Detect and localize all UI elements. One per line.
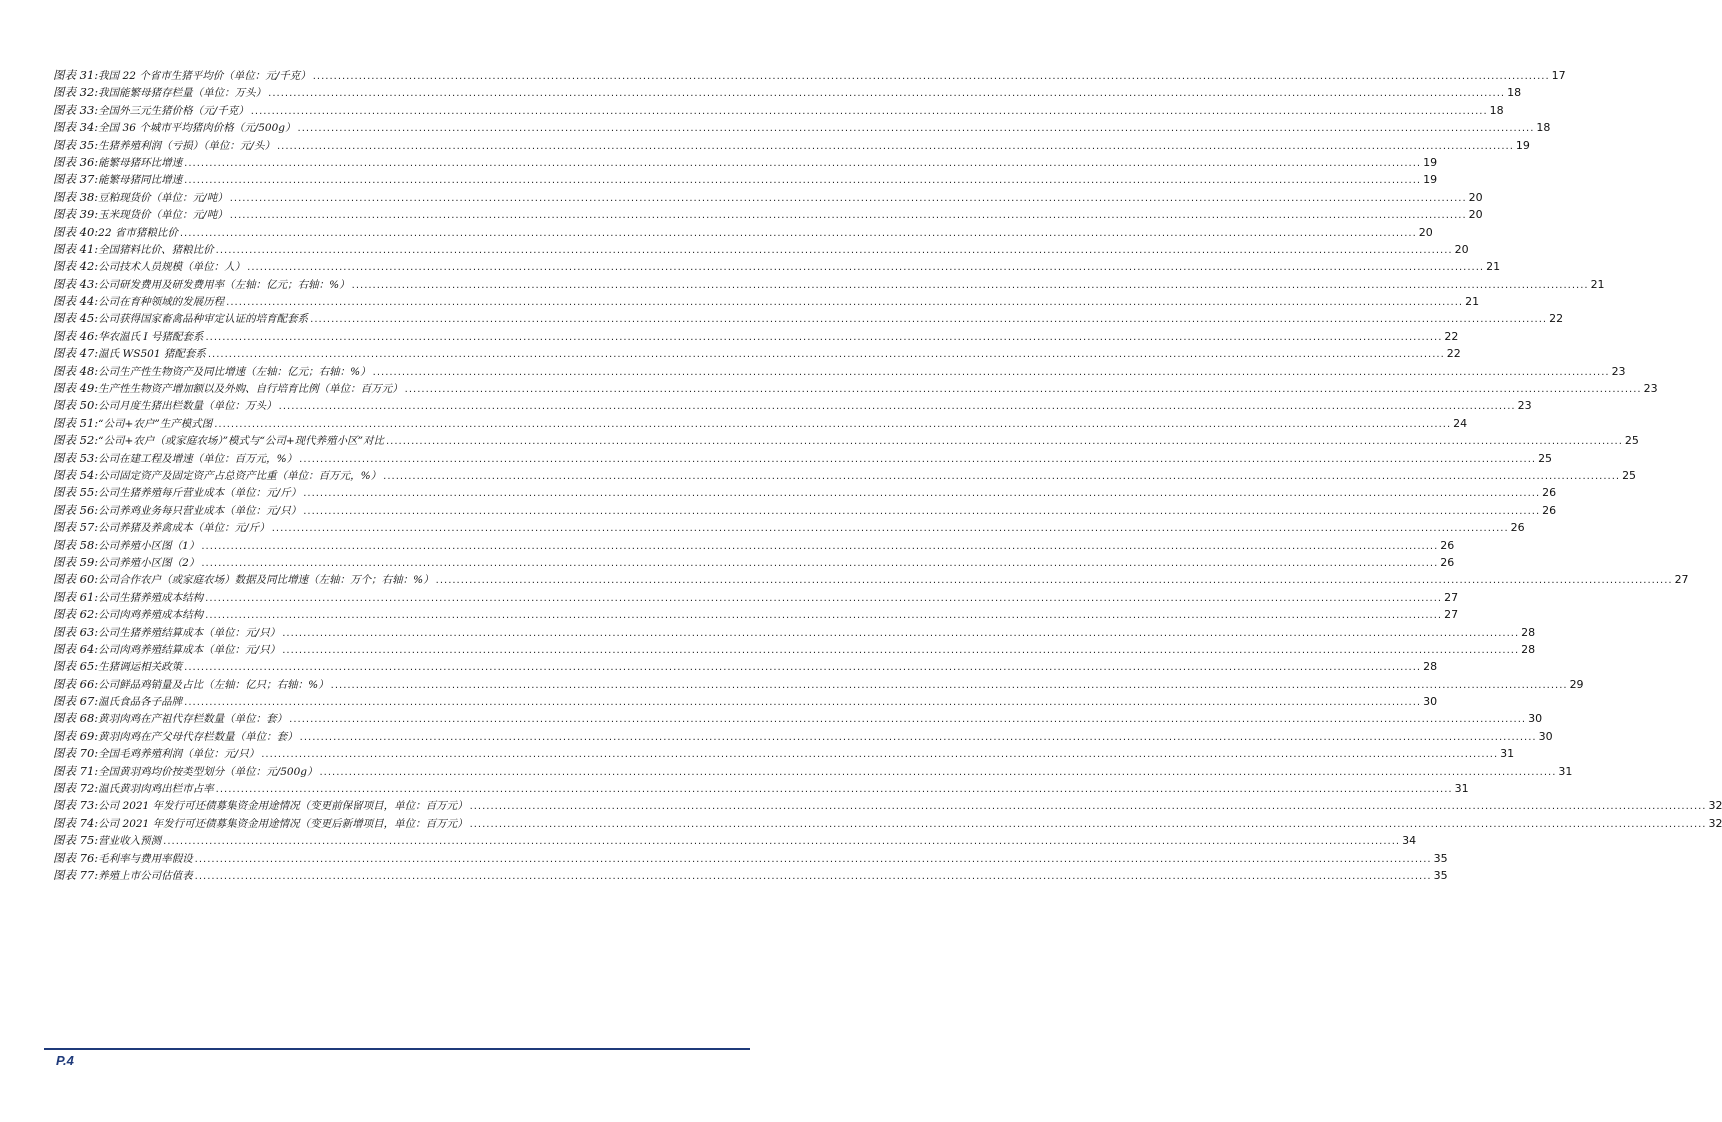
toc-entry[interactable] — [53, 728, 1553, 745]
toc-entry-page: 21 — [1590, 277, 1605, 291]
toc-leader-dots — [163, 836, 1400, 847]
toc-entry-title: 温氏食品各子品牌 — [98, 696, 183, 709]
toc-entry[interactable] — [53, 658, 1438, 675]
toc-leader-dots — [386, 436, 1623, 447]
toc-entry-title: 公司 2021 年发行可还债募集资金用途情况（变更后新增项目，单位：百万元） — [98, 817, 468, 830]
toc-entry-page: 27 — [1674, 573, 1689, 587]
toc-entry-label: 图表 57: — [53, 520, 99, 535]
toc-entry-page: 30 — [1528, 712, 1543, 726]
toc-entry-page: 18 — [1489, 103, 1504, 117]
toc-entry-label: 图表 60: — [53, 572, 99, 587]
toc-entry[interactable] — [53, 102, 1504, 119]
toc-leader-dots — [230, 193, 1467, 204]
toc-entry-title: 温氏黄羽肉鸡出栏市占率 — [98, 783, 214, 796]
toc-entry-label: 图表 63: — [53, 624, 99, 639]
toc-entry[interactable] — [53, 67, 1566, 84]
toc-entry-page: 20 — [1454, 242, 1469, 256]
toc-entry-label: 图表 77: — [53, 867, 99, 882]
toc-entry-label: 图表 40: — [53, 224, 99, 239]
toc-entry[interactable] — [53, 310, 1564, 327]
toc-entry-label: 图表 61: — [53, 589, 99, 604]
toc-entry-title: 公司肉鸡养殖结算成本（单位：元/只） — [98, 643, 281, 656]
toc-leader-dots — [216, 784, 1453, 795]
toc-entry[interactable] — [53, 224, 1433, 241]
toc-entry-title: “公司+农户”生产模式图 — [98, 417, 213, 430]
toc-entry-page: 20 — [1468, 190, 1483, 204]
table-of-figures — [53, 67, 1722, 884]
toc-leader-dots — [298, 123, 1535, 134]
toc-entry-page: 24 — [1453, 416, 1468, 430]
toc-entry-label: 图表 34: — [53, 120, 99, 135]
toc-entry-page: 28 — [1521, 625, 1536, 639]
toc-entry-label: 图表 52: — [53, 433, 99, 448]
toc-entry-page: 25 — [1538, 451, 1553, 465]
toc-entry-title: 公司月度生猪出栏数量（单位：万头） — [98, 400, 277, 413]
toc-entry-title: 公司生猪养殖结算成本（单位：元/只） — [98, 626, 281, 639]
toc-entry-title: 我国能繁母猪存栏量（单位：万头） — [98, 87, 267, 100]
toc-entry[interactable] — [53, 380, 1658, 397]
toc-entry-label: 图表 55: — [53, 485, 99, 500]
toc-entry[interactable] — [53, 328, 1459, 345]
toc-leader-dots — [310, 314, 1547, 325]
toc-entry[interactable] — [53, 850, 1448, 867]
toc-entry[interactable] — [53, 745, 1515, 762]
toc-entry-page: 32 — [1708, 816, 1722, 830]
toc-leader-dots — [282, 628, 1519, 639]
toc-entry[interactable] — [53, 241, 1469, 258]
toc-entry-label: 图表 48: — [53, 363, 99, 378]
toc-entry-label: 图表 51: — [53, 415, 99, 430]
toc-entry-label: 图表 47: — [53, 346, 99, 361]
toc-entry-title: 毛利率与费用率假设 — [98, 852, 193, 865]
toc-entry-label: 图表 62: — [53, 607, 99, 622]
toc-entry[interactable] — [53, 119, 1551, 136]
toc-entry[interactable] — [53, 832, 1417, 849]
toc-entry-label: 图表 70: — [53, 746, 99, 761]
toc-leader-dots — [208, 349, 1445, 360]
toc-entry-title: 公司研发费用及研发费用率（左轴：亿元；右轴：%） — [98, 278, 350, 291]
toc-entry-page: 26 — [1510, 521, 1525, 535]
toc-entry-label: 图表 64: — [53, 641, 99, 656]
toc-leader-dots — [201, 541, 1438, 552]
toc-entry[interactable] — [53, 693, 1438, 710]
toc-leader-dots — [184, 175, 1421, 186]
toc-leader-dots — [184, 158, 1421, 169]
toc-entry[interactable] — [53, 397, 1532, 414]
toc-leader-dots — [261, 749, 1498, 760]
toc-entry-title: 公司鲜品鸡销量及占比（左轴：亿只；右轴：%） — [98, 678, 329, 691]
toc-entry-title: 公司技术人员规模（单位：人） — [98, 261, 246, 274]
toc-entry-page: 26 — [1440, 538, 1455, 552]
toc-leader-dots — [268, 88, 1505, 99]
toc-entry-title: 全国毛鸡养殖利润（单位：元/只） — [98, 748, 260, 761]
toc-leader-dots — [201, 558, 1438, 569]
toc-leader-dots — [214, 419, 1451, 430]
toc-entry-page: 30 — [1538, 729, 1553, 743]
toc-entry[interactable] — [53, 345, 1461, 362]
toc-entry[interactable] — [53, 606, 1459, 623]
toc-entry[interactable] — [53, 867, 1448, 884]
toc-entry-label: 图表 35: — [53, 137, 99, 152]
toc-entry-label: 图表 44: — [53, 294, 99, 309]
toc-leader-dots — [300, 732, 1537, 743]
toc-leader-dots — [279, 401, 1516, 412]
toc-entry-label: 图表 68: — [53, 711, 99, 726]
toc-entry-page: 18 — [1507, 86, 1522, 100]
toc-leader-dots — [352, 280, 1589, 291]
toc-entry-title: 玉米现货价（单位：元/吨） — [98, 209, 228, 222]
toc-entry-label: 图表 37: — [53, 172, 99, 187]
toc-entry-title: 黄羽肉鸡在产祖代存栏数量（单位：套） — [98, 713, 288, 726]
toc-entry-label: 图表 75: — [53, 833, 99, 848]
toc-entry-label: 图表 36: — [53, 154, 99, 169]
toc-leader-dots — [195, 871, 1432, 882]
toc-entry[interactable] — [53, 589, 1459, 606]
toc-entry[interactable] — [53, 432, 1639, 449]
toc-entry-page: 23 — [1517, 399, 1532, 413]
toc-entry-title: 能繁母猪环比增速 — [98, 156, 183, 169]
toc-entry-page: 22 — [1444, 329, 1459, 343]
toc-entry-title: 全国外三元生猪价格（元/千克） — [98, 104, 249, 117]
toc-entry-title: 公司养鸡业务每只营业成本（单位：元/只） — [98, 504, 302, 517]
toc-entry-title: 全国 36 个城市平均猪肉价格（元/500g） — [98, 122, 296, 135]
toc-entry[interactable] — [53, 537, 1455, 554]
toc-entry[interactable] — [53, 189, 1483, 206]
toc-leader-dots — [303, 488, 1540, 499]
toc-entry[interactable] — [53, 815, 1722, 832]
toc-entry-page: 21 — [1486, 260, 1501, 274]
toc-entry-page: 20 — [1418, 225, 1433, 239]
toc-leader-dots — [195, 854, 1432, 865]
toc-leader-dots — [184, 697, 1421, 708]
toc-entry-label: 图表 74: — [53, 815, 99, 830]
toc-entry-page: 31 — [1454, 782, 1469, 796]
toc-entry-label: 图表 46: — [53, 328, 99, 343]
toc-entry-title: 公司肉鸡养殖成本结构 — [98, 609, 204, 622]
toc-entry[interactable] — [53, 484, 1557, 501]
toc-entry-page: 27 — [1444, 590, 1459, 604]
toc-entry-label: 图表 42: — [53, 259, 99, 274]
toc-entry-label: 图表 59: — [53, 554, 99, 569]
toc-leader-dots — [373, 367, 1610, 378]
toc-entry-title: 公司固定资产及固定资产占总资产比重（单位：百万元，%） — [98, 469, 382, 482]
toc-leader-dots — [205, 593, 1442, 604]
toc-entry-label: 图表 58: — [53, 537, 99, 552]
toc-entry-title: 黄羽肉鸡在产父母代存栏数量（单位：套） — [98, 730, 298, 743]
toc-entry-title: 华农温氏 I 号猪配套系 — [98, 330, 204, 343]
toc-entry-label: 图表 31: — [53, 68, 99, 82]
toc-entry[interactable] — [53, 450, 1553, 467]
toc-entry-page: 29 — [1569, 677, 1584, 691]
footer-divider — [44, 1048, 750, 1050]
toc-entry-page: 19 — [1423, 155, 1438, 169]
toc-entry-page: 19 — [1515, 138, 1530, 152]
toc-entry-title: 生猪养殖利润（亏损）（单位：元/头） — [98, 139, 275, 152]
toc-entry-title: 我国 22 个省市生猪平均价（单位：元/千克） — [98, 70, 311, 82]
toc-entry-label: 图表 45: — [53, 311, 99, 326]
toc-entry-title: 22 省市猪粮比价 — [98, 226, 178, 239]
toc-entry-label: 图表 38: — [53, 189, 99, 204]
toc-entry-label: 图表 41: — [53, 241, 99, 256]
toc-entry-title: 公司养殖小区图（1） — [98, 539, 200, 552]
toc-entry-label: 图表 54: — [53, 467, 99, 482]
toc-leader-dots — [470, 819, 1707, 830]
toc-leader-dots — [251, 106, 1488, 117]
toc-entry[interactable] — [53, 797, 1722, 814]
toc-entry-page: 23 — [1611, 364, 1626, 378]
toc-entry-title: 生产性生物资产增加额以及外购、自行培育比例（单位：百万元） — [98, 383, 403, 396]
toc-entry[interactable] — [53, 624, 1536, 641]
toc-entry-page: 28 — [1521, 642, 1536, 656]
toc-leader-dots — [282, 645, 1519, 656]
toc-entry-title: 公司 2021 年发行可还债募集资金用途情况（变更前保留项目，单位：百万元） — [98, 800, 468, 813]
toc-leader-dots — [205, 610, 1442, 621]
toc-entry-label: 图表 66: — [53, 676, 99, 691]
toc-entry-page: 21 — [1465, 295, 1480, 309]
toc-leader-dots — [206, 332, 1443, 343]
toc-entry-label: 图表 71: — [53, 763, 99, 778]
toc-entry[interactable] — [53, 154, 1438, 171]
toc-entry-title: 生猪调运相关政策 — [98, 661, 183, 674]
toc-entry[interactable] — [53, 554, 1455, 571]
toc-entry-title: 养殖上市公司估值表 — [98, 869, 193, 882]
toc-entry-title: 全国猪料比价、猪粮比价 — [98, 243, 214, 256]
toc-entry-title: 公司在建工程及增速（单位：百万元，%） — [98, 452, 298, 465]
toc-entry[interactable] — [53, 293, 1480, 310]
toc-leader-dots — [247, 262, 1484, 273]
toc-leader-dots — [230, 210, 1467, 221]
toc-leader-dots — [299, 454, 1536, 465]
toc-entry-title: 公司生产性生物资产及同比增速（左轴：亿元；右轴：%） — [98, 365, 371, 378]
toc-entry-label: 图表 53: — [53, 450, 99, 465]
toc-leader-dots — [216, 245, 1453, 256]
toc-entry-page: 25 — [1622, 468, 1637, 482]
toc-entry-page: 31 — [1500, 747, 1515, 761]
toc-leader-dots — [272, 523, 1509, 534]
toc-entry-page: 26 — [1542, 486, 1557, 500]
toc-leader-dots — [331, 680, 1568, 691]
toc-leader-dots — [383, 471, 1620, 482]
toc-entry-label: 图表 67: — [53, 694, 99, 709]
toc-entry[interactable] — [53, 571, 1689, 588]
toc-entry-page: 22 — [1446, 347, 1461, 361]
toc-entry[interactable] — [53, 710, 1543, 727]
toc-entry[interactable] — [53, 276, 1605, 293]
toc-leader-dots — [303, 506, 1540, 517]
toc-entry-title: 公司合作农户（或家庭农场）数据及同比增速（左轴：万个；右轴：%） — [98, 574, 434, 587]
toc-entry[interactable] — [53, 676, 1584, 693]
toc-entry[interactable] — [53, 641, 1536, 658]
toc-entry-page: 17 — [1551, 69, 1566, 82]
toc-entry-title: 公司生猪养殖每斤营业成本（单位：元/斤） — [98, 487, 302, 500]
toc-entry[interactable] — [53, 84, 1522, 101]
toc-entry-page: 26 — [1440, 555, 1455, 569]
toc-entry-page: 34 — [1402, 834, 1417, 848]
toc-leader-dots — [184, 662, 1421, 673]
toc-entry-title: 能繁母猪同比增速 — [98, 174, 183, 187]
toc-entry-title: 公司在育种领域的发展历程 — [98, 296, 225, 309]
toc-leader-dots — [226, 297, 1463, 308]
toc-entry-label: 图表 73: — [53, 798, 99, 813]
toc-entry-title: 营业收入预测 — [98, 835, 162, 848]
toc-entry-label: 图表 76: — [53, 850, 99, 865]
toc-entry-label: 图表 43: — [53, 276, 99, 291]
toc-leader-dots — [277, 141, 1514, 152]
toc-entry-label: 图表 39: — [53, 207, 99, 222]
toc-entry-page: 35 — [1433, 868, 1448, 882]
toc-leader-dots — [405, 384, 1642, 395]
toc-entry-page: 23 — [1643, 382, 1658, 396]
toc-entry-page: 30 — [1423, 695, 1438, 709]
toc-leader-dots — [289, 714, 1526, 725]
toc-entry-title: “公司+农户（或家庭农场）”模式与“公司+现代养殖小区”对比 — [98, 435, 384, 448]
toc-entry-title: 豆粕现货价（单位：元/吨） — [98, 191, 228, 204]
toc-entry-label: 图表 56: — [53, 502, 99, 517]
toc-entry-label: 图表 69: — [53, 728, 99, 743]
toc-entry-page: 26 — [1542, 503, 1557, 517]
toc-entry-page: 27 — [1444, 608, 1459, 622]
page-number: P.4 — [56, 1053, 74, 1068]
toc-entry-label: 图表 49: — [53, 381, 99, 396]
toc-entry-page: 32 — [1708, 799, 1722, 813]
toc-entry[interactable] — [53, 206, 1483, 223]
toc-entry-title: 温氏 WS501 猪配套系 — [98, 348, 206, 361]
toc-entry-page: 19 — [1423, 173, 1438, 187]
toc-entry-label: 图表 72: — [53, 781, 99, 796]
toc-entry-title: 公司获得国家畜禽品种审定认证的培育配套系 — [98, 313, 309, 326]
toc-entry[interactable] — [53, 258, 1501, 275]
toc-leader-dots — [470, 801, 1707, 812]
toc-leader-dots — [436, 575, 1673, 586]
toc-entry-title: 公司生猪养殖成本结构 — [98, 591, 204, 604]
toc-entry[interactable] — [53, 519, 1525, 536]
toc-entry-label: 图表 33: — [53, 102, 99, 117]
toc-entry[interactable] — [53, 363, 1626, 380]
toc-entry-title: 公司养猪及养禽成本（单位：元/斤） — [98, 522, 270, 535]
toc-entry-title: 公司养殖小区图（2） — [98, 556, 200, 569]
toc-entry-page: 25 — [1624, 434, 1639, 448]
toc-entry-page: 35 — [1433, 851, 1448, 865]
toc-leader-dots — [313, 71, 1550, 82]
toc-entry[interactable] — [53, 415, 1468, 432]
toc-entry[interactable] — [53, 763, 1573, 780]
toc-entry-page: 31 — [1558, 764, 1573, 778]
toc-entry[interactable] — [53, 171, 1438, 188]
toc-entry-page: 18 — [1536, 121, 1551, 135]
toc-entry[interactable] — [53, 780, 1469, 797]
toc-entry-page: 28 — [1423, 660, 1438, 674]
toc-leader-dots — [319, 767, 1556, 778]
toc-leader-dots — [180, 228, 1417, 239]
toc-entry[interactable] — [53, 137, 1530, 154]
toc-entry-label: 图表 32: — [53, 85, 99, 100]
toc-entry[interactable] — [53, 467, 1637, 484]
toc-entry-label: 图表 65: — [53, 659, 99, 674]
toc-entry-label: 图表 50: — [53, 398, 99, 413]
toc-entry-page: 20 — [1468, 208, 1483, 222]
toc-entry[interactable] — [53, 502, 1557, 519]
toc-entry-title: 全国黄羽鸡均价按类型划分（单位：元/500g） — [98, 765, 318, 778]
toc-entry-page: 22 — [1549, 312, 1564, 326]
